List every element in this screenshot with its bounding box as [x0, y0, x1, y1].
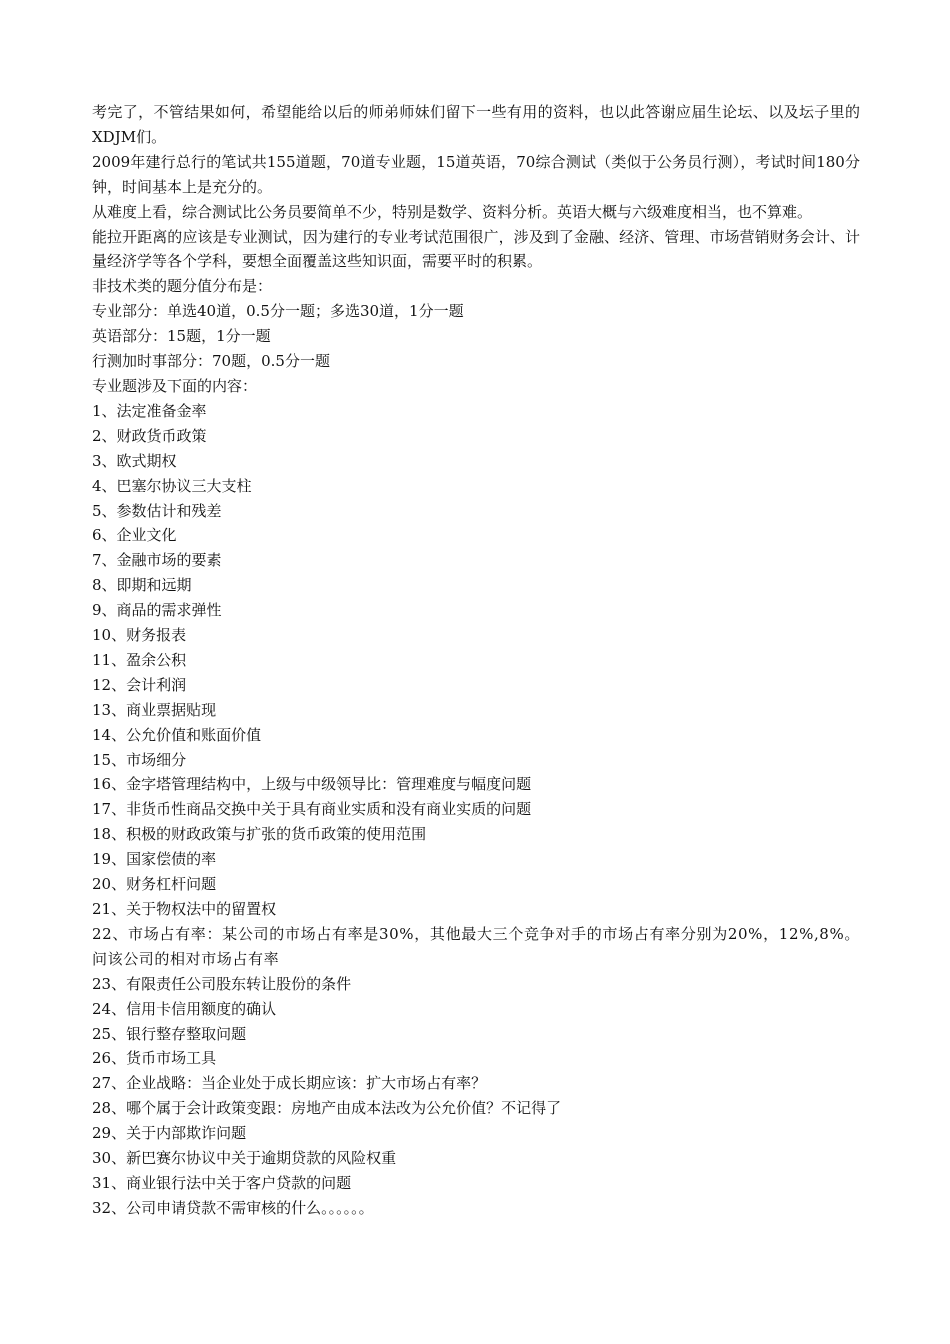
- topic-item: 6、企业文化: [92, 526, 177, 545]
- topic-item: 23、有限责任公司股东转让股份的条件: [92, 974, 352, 993]
- topic-item: 26、货币市场工具: [92, 1049, 217, 1068]
- topic-item: 9、商品的需求弹性: [92, 601, 222, 620]
- topic-item: 30、新巴赛尔协议中关于逾期贷款的风险权重: [92, 1149, 397, 1168]
- topic-item: 5、参数估计和残差: [92, 501, 222, 520]
- topic-item: 27、企业战略：当企业处于成长期应该：扩大市场占有率？: [92, 1074, 487, 1093]
- topic-item: 14、公允价值和账面价值: [92, 725, 262, 744]
- topic-item: 2、财政货币政策: [92, 426, 207, 445]
- topic-item: 29、关于内部欺诈问题: [92, 1124, 247, 1143]
- intro-paragraph: 从难度上看，综合测试比公务员要简单不少，特别是数学、资料分析。英语大概与六级难度相当，也不算难。: [92, 202, 813, 221]
- topic-item: 11、盈余公积: [92, 650, 187, 669]
- topic-item: 8、即期和远期: [92, 576, 192, 595]
- topic-item: 25、银行整存整取问题: [92, 1024, 247, 1043]
- topic-item: 15、市场细分: [92, 750, 187, 769]
- topic-item: 13、商业票据贴现: [92, 700, 217, 719]
- intro-paragraph: 2009年建行总行的笔试共155道题，70道专业题，15道英语，70综合测试（类似于公务员行测），考试时间180分钟，时间基本上是充分的。: [92, 152, 860, 196]
- topic-item: 24、信用卡信用额度的确认: [92, 999, 277, 1018]
- topic-item: 19、国家偿债的率: [92, 850, 217, 869]
- topic-item: 32、公司申请贷款不需审核的什么。。。。。。: [92, 1198, 374, 1217]
- distribution-line: 行测加时事部分：70题，0.5分一题: [92, 352, 330, 371]
- intro-paragraph: 考完了，不管结果如何，希望能给以后的师弟师妹们留下一些有用的资料，也以此答谢应届生论坛、以及坛子里的XDJM们。: [92, 103, 860, 146]
- topic-item: 18、积极的财政政策与扩张的货币政策的使用范围: [92, 825, 427, 844]
- distribution-heading: 非技术类的题分值分布是：: [92, 277, 273, 296]
- topic-item: 17、非货币性商品交换中关于具有商业实质和没有商业实质的问题: [92, 800, 532, 819]
- distribution-line: 专业部分：单选40道，0.5分一题；多选30道，1分一题: [92, 302, 464, 321]
- topic-item: 16、金字塔管理结构中，上级与中级领导比：管理难度与幅度问题: [92, 775, 532, 794]
- topic-item: 20、财务杠杆问题: [92, 875, 217, 894]
- topic-item: 4、巴塞尔协议三大支柱: [92, 476, 252, 495]
- topic-item: 3、欧式期权: [92, 451, 177, 470]
- topic-item: 31、商业银行法中关于客户贷款的问题: [92, 1173, 352, 1192]
- topics-heading: 专业题涉及下面的内容：: [92, 376, 258, 395]
- topic-item: 1、法定准备金率: [92, 401, 207, 420]
- topic-item: 22、市场占有率：某公司的市场占有率是30%，其他最大三个竞争对手的市场占有率分别为20%，12%,8%。问该公司的相对市场占有率: [92, 924, 860, 968]
- topic-item: 28、哪个属于会计政策变跟：房地产由成本法改为公允价值？不记得了: [92, 1099, 562, 1118]
- topic-item: 21、关于物权法中的留置权: [92, 900, 277, 918]
- document-page: [92, 100, 860, 1221]
- topic-item: 7、金融市场的要素: [92, 551, 222, 570]
- topic-item: 10、财务报表: [92, 626, 187, 645]
- distribution-line: 英语部分：15题，1分一题: [92, 327, 271, 346]
- topic-item: 12、会计利润: [92, 675, 187, 694]
- topics-list: [92, 399, 860, 1221]
- intro-paragraph: 能拉开距离的应该是专业测试，因为建行的专业考试范围很广，涉及到了金融、经济、管理、市场营销财务会计、计量经济学等各个学科，要想全面覆盖这些知识面，需要平时的积累。: [92, 227, 860, 271]
